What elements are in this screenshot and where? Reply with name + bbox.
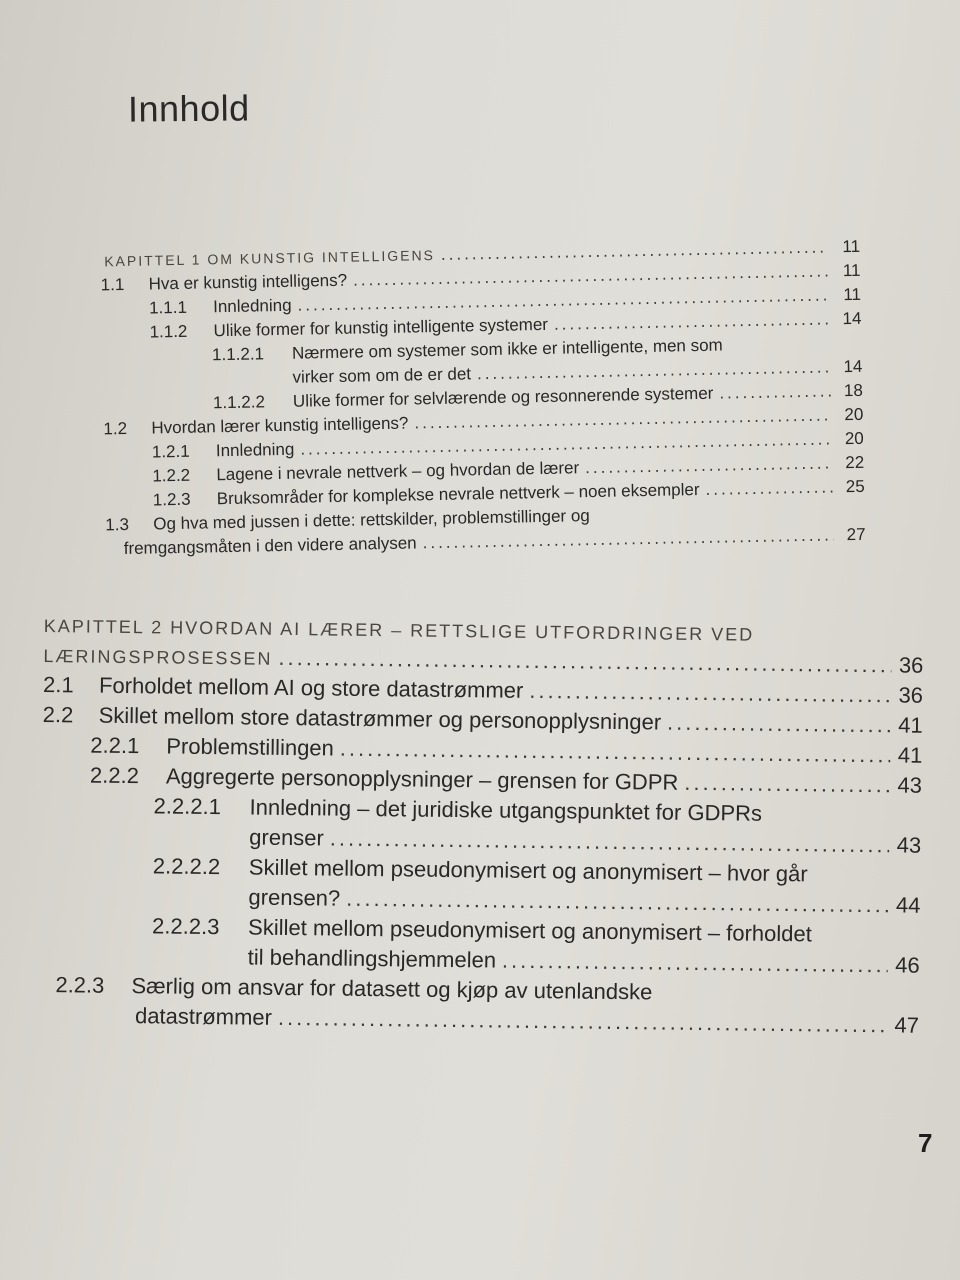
leader-dots xyxy=(529,676,891,710)
section-title: Hvordan lærer kunstig intelligens? xyxy=(151,413,409,438)
section-title: Særlig om ansvar for datasett og kjøp av utenlandske xyxy=(131,973,653,1005)
page-number: 36 xyxy=(898,682,924,708)
section-number: 1.2.2 xyxy=(152,465,191,486)
section-title: Problemstillingen xyxy=(166,733,335,761)
page-title: Innhold xyxy=(127,87,250,130)
section-number: 1.1.2.2 xyxy=(212,392,266,413)
page-number: 41 xyxy=(898,712,923,738)
section-number: 1.1.2 xyxy=(149,321,188,342)
page-number: 43 xyxy=(896,832,922,858)
leader-dots xyxy=(684,768,890,801)
section-title: Ulike former for selvlærende og resonnerende systemer xyxy=(292,383,714,411)
section-number: 1.2.1 xyxy=(151,441,190,462)
section-number: 1.1.2.1 xyxy=(211,344,265,365)
section-number: 2.2.2 xyxy=(89,762,140,789)
page-number: 22 xyxy=(845,452,865,473)
page-number: 47 xyxy=(894,1012,920,1038)
folio-page-number: 7 xyxy=(918,1128,933,1158)
leader-dots xyxy=(705,475,833,501)
page-number: 43 xyxy=(897,772,923,798)
page-number: 25 xyxy=(845,476,865,497)
section-title: Innledning – det juridiske utgangspunktet for GDPRs xyxy=(249,794,763,826)
section-title: Lagene i nevrale nettverk – og hvordan de lærer xyxy=(216,458,580,485)
section-number: 2.2.2.1 xyxy=(153,793,222,820)
section-number: 1.1.1 xyxy=(148,297,188,318)
section-number: 1.1 xyxy=(100,274,125,295)
leader-dots xyxy=(667,708,891,741)
page-number: 46 xyxy=(895,952,920,978)
section-title-continued: grensen? xyxy=(248,884,341,911)
section-title: Innledning xyxy=(215,439,295,461)
section-title: Nærmere om systemer som ikke er intelligente, men som xyxy=(291,335,723,363)
page-number: 44 xyxy=(895,892,921,918)
leader-dots xyxy=(719,379,831,405)
section-number: 2.2.2.2 xyxy=(152,853,221,880)
page-number: 11 xyxy=(843,284,862,305)
page-number: 20 xyxy=(844,428,864,449)
section-title: Og hva med jussen i dette: rettskilder, problemstillinger og xyxy=(153,506,590,534)
section-title: Bruksområder for komplekse nevrale nettverk – noen eksempler xyxy=(216,479,700,509)
section-number: 2.2 xyxy=(42,701,74,728)
section-title: Aggregerte personopplysninger – grensen for GDPR xyxy=(165,763,679,795)
chapter-heading-text-continued: LÆRINGSPROSESSEN xyxy=(43,645,273,669)
page-number: 18 xyxy=(843,380,864,401)
section-title-continued: grenser xyxy=(249,824,324,851)
leader-dots xyxy=(278,1003,887,1040)
section-title: Hva er kunstig intelligens? xyxy=(148,270,348,294)
chapter-2-section xyxy=(39,610,924,1041)
page-number: 27 xyxy=(846,524,866,545)
page-number: 11 xyxy=(842,260,861,281)
section-title: Innledning xyxy=(212,295,292,317)
section-title: Ulike former for kunstig intelligente systemer xyxy=(213,314,549,341)
section-number: 1.3 xyxy=(105,514,130,535)
page-number: 11 xyxy=(842,236,861,257)
page-number: 20 xyxy=(844,404,864,425)
section-title: Skillet mellom pseudonymisert og anonymisert – forholdet xyxy=(247,914,812,947)
section-number: 2.1 xyxy=(42,671,74,698)
chapter-heading-text: KAPITTEL 2 HVORDAN AI LÆRER – RETTSLIGE UTFORDRINGER VED xyxy=(43,615,755,645)
page-number: 36 xyxy=(898,652,924,678)
section-number: 1.2.3 xyxy=(152,489,191,510)
section-title-continued: fremgangsmåten i den videre analysen xyxy=(123,533,417,559)
section-number: 2.2.3 xyxy=(55,972,105,998)
section-title-continued: virker som om de er det xyxy=(292,364,472,387)
section-title: Skillet mellom store datastrømmer og personopplysninger xyxy=(98,702,662,735)
leader-dots xyxy=(502,946,888,981)
section-number: 2.2.2.3 xyxy=(151,913,220,940)
chapter-heading-text: KAPITTEL 1 OM KUNSTIG INTELLIGENS xyxy=(104,246,436,270)
section-title-continued: datastrømmer xyxy=(134,1003,273,1030)
page-number: 14 xyxy=(843,356,863,377)
chapter-1-section xyxy=(70,235,866,562)
section-title-continued: til behandlingshjemmelen xyxy=(247,944,497,973)
section-title: Skillet mellom pseudonymisert og anonymisert – hvor går xyxy=(248,854,808,887)
page-number: 41 xyxy=(897,742,923,768)
page-number: 14 xyxy=(842,308,862,329)
section-number: 1.2 xyxy=(103,418,128,439)
section-number: 2.2.1 xyxy=(90,732,140,759)
section-title: Forholdet mellom AI og store datastrømmer xyxy=(98,672,524,703)
